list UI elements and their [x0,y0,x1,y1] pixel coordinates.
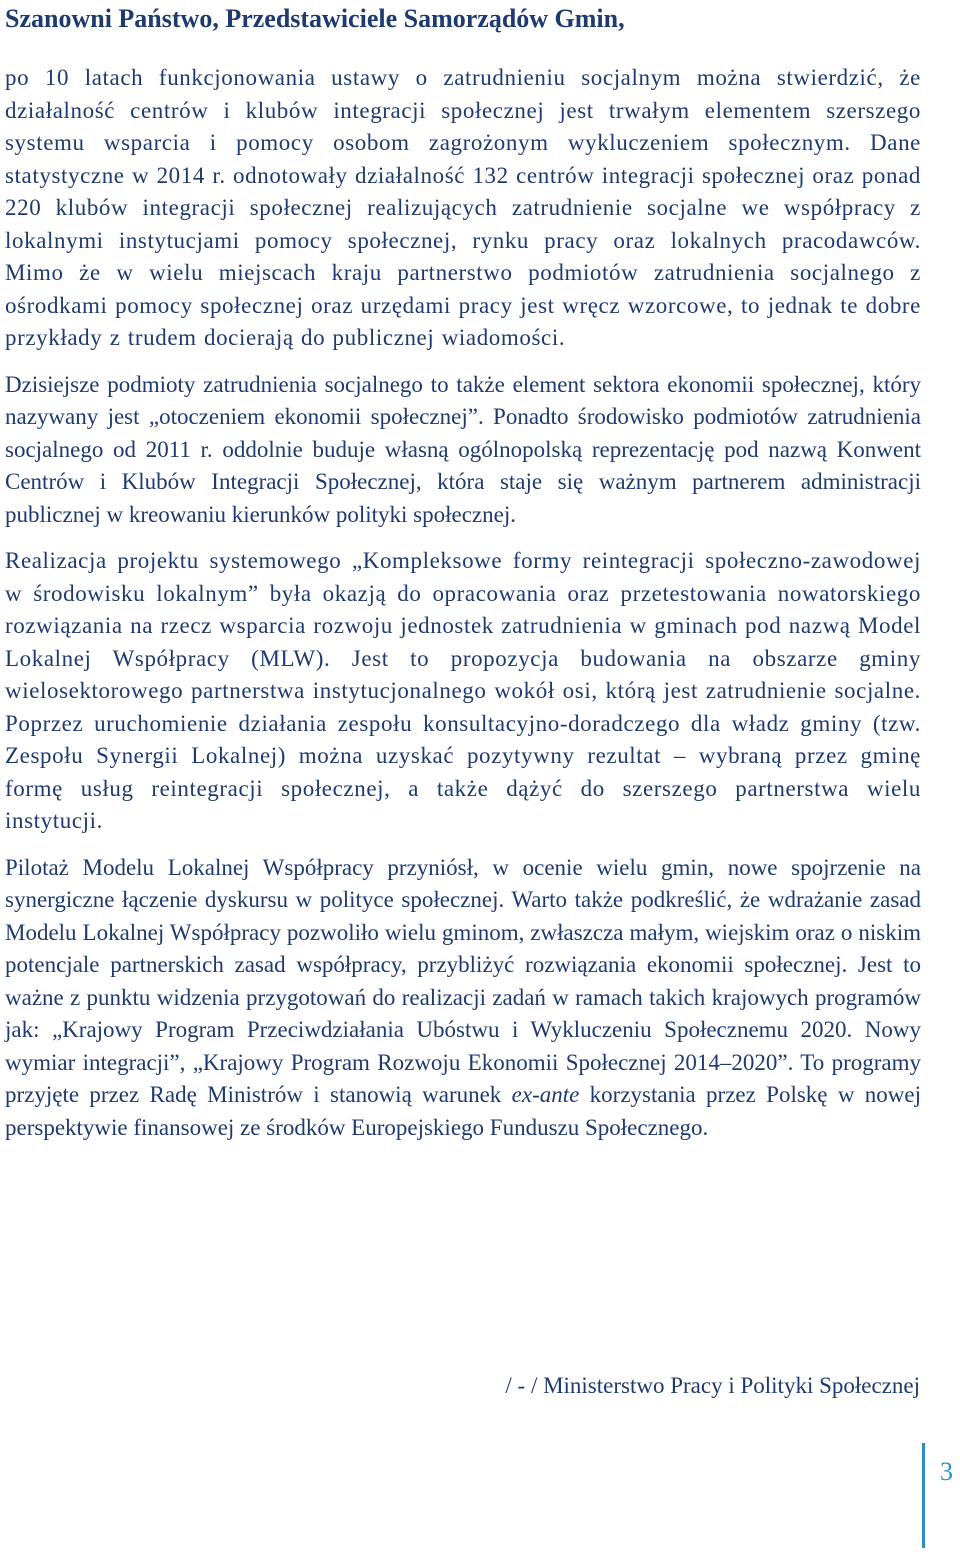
paragraph-social-economy: Dzisiejsze podmioty zatrudnienia socjalnego to także element sektora ekonomii społecznej, który nazywany jest „otoczeniem ekonomii społecznej”. Ponadto środowisko podmiotów zatrudnienia socjalnego od 2011 r. oddolnie buduje własną ogólnopolską reprezentację pod nazwą Konwent Centrów i Klubów Integracji Społecznej, która staje się ważnym partnerem administracji publicznej w kreowaniu kierunków polityki społecznej. [5,371,921,527]
paragraph-pilot [5,852,921,1145]
page-number: 3 [940,1457,953,1486]
paragraph-pilot-italic-term: ex-ante [511,1082,580,1107]
letter-signature: / - / Ministerstwo Pracy i Polityki Społecznej [505,1373,920,1398]
letter-greeting: Szanowni Państwo, Przedstawiciele Samorządów Gmin, [5,4,625,33]
page-number-divider [922,1443,925,1548]
letter-body [5,62,921,1158]
paragraph-intro: po 10 latach funkcjonowania ustawy o zatrudnieniu socjalnym można stwierdzić, że działalność centrów i klubów integracji społecznej jest trwałym elementem szerszego systemu wsparcia i pomocy osobom zagrożonym wykluczeniem społecznym. Dane statystyczne w 2014 r. odnotowały działalność 132 centrów integracji społecznej oraz ponad 220 klubów integracji społecznej realizujących zatrudnienie socjalne we współpracy z lokalnymi instytucjami pomocy społecznej, rynku pracy oraz lokalnych pracodawców. Mimo że w wielu miejscach kraju partnerstwo podmiotów zatrudnienia socjalnego z ośrodkami pomocy społecznej oraz urzędami pracy jest wręcz wzorcowe, to jednak te dobre przykłady z trudem docierają do publicznej wiadomości. [5,65,921,350]
paragraph-pilot-text-start: Pilotaż Modelu Lokalnej Współpracy przyniósł, w ocenie wielu gmin, nowe spojrzenie na synergiczne łączenie dyskursu w polityce społecznej. Warto także podkreślić, że wdrażanie zasad Modelu Lokalnej Współpracy pozwoliło wielu gminom, zwłaszcza małym, wiejskim oraz o niskim potencjale partnerskich zasad współpracy, przybliżyć rozwiązania ekonomii społecznej. Jest to ważne z punktu widzenia przygotowań do realizacji zadań w ramach takich krajowych programów jak: „Krajowy Program Przeciwdziałania Ubóstwu i Wykluczeniu Społecznemu 2020. Nowy wymiar integracji”, „Krajowy Program Rozwoju Ekonomii Społecznej 2014–2020”. To programy przyjęte przez Radę Ministrów i stanowią warunek [5,854,921,1107]
paragraph-project: Realizacja projektu systemowego „Kompleksowe formy reintegracji społeczno-zawodowej w środowisku lokalnym” była okazją do opracowania oraz przetestowania nowatorskiego rozwiązania na rzecz wsparcia rozwoju jednostek zatrudnienia w gminach pod nazwą Model Lokalnej Współpracy (MLW). Jest to propozycja budowania na obszarze gminy wielosektorowego partnerstwa instytucjonalnego wokół osi, którą jest zatrudnienie socjalne. Poprzez uruchomienie działania zespołu konsultacyjno-doradczego dla władz gminy (tzw. Zespołu Synergii Lokalnej) można uzyskać pozytywny rezultat – wybraną przez gminę formę usług reintegracji społecznej, a także dążyć do szerszego partnerstwa wielu instytucji. [5,548,921,833]
paragraph-pilot-text-end: korzystania przez Polskę w nowej perspektywie finansowej ze środków Europejskiego Funduszu Społecznego. [5,1082,921,1140]
